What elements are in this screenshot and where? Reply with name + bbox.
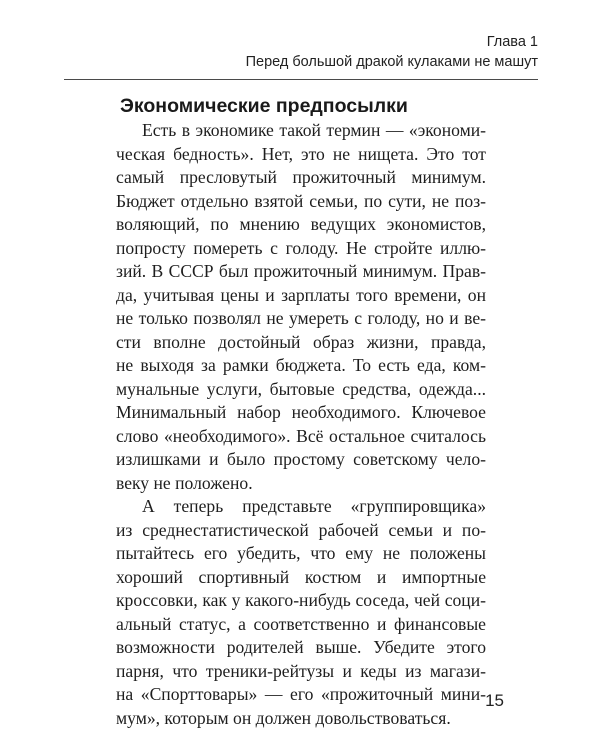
text-line: альный статус, а соответственно и финансовые (116, 613, 486, 634)
text-line: на «Спорттовары» — его «прожиточный мини- (116, 684, 486, 704)
text-line: Минимальный набор необходимого. Ключевое (116, 402, 486, 422)
text-line: самый пресловутый прожиточный минимум. (116, 167, 486, 187)
text-line: ческая бедность». Нет, это не нищета. Это тот (116, 143, 486, 164)
text-line: Бюджет отдельно взятой семьи, по сути, не поз- (116, 190, 486, 211)
text-line: мунальные услуги, бытовые средства, одежда... (116, 378, 486, 399)
text-line: зий. В СССР был прожиточный минимум. Прав- (116, 261, 486, 281)
section-heading: Экономические предпосылки (120, 95, 408, 117)
text-line: излишками и было простому советскому чело- (116, 449, 486, 469)
text-line: хороший спортивный костюм и импортные (116, 566, 486, 587)
text-line: веку не положено. (116, 472, 253, 493)
running-header (118, 32, 538, 72)
text-line: попросту помереть с голоду. Не стройте иллю- (116, 237, 486, 258)
body-text (116, 119, 486, 730)
text-line: не только позволял не умереть с голоду, но и ве- (116, 308, 486, 328)
text-line: возможности родителей выше. Убедите этого (116, 637, 486, 657)
text-line: не выходя за рамки бюджета. То есть еда, ком- (116, 355, 486, 375)
text-line: пытайтесь его убедить, что ему не положены (116, 543, 486, 563)
text-line: А теперь представьте «группировщика» (142, 496, 486, 516)
text-line: кроссовки, как у какого-нибудь соседа, чей соци- (116, 590, 486, 610)
text-line: Есть в экономике такой термин — «экономи- (142, 120, 486, 140)
text-line: сти вполне достойный образ жизни, правда, (116, 331, 486, 352)
text-line: воляющий, по мнению ведущих экономистов, (116, 214, 486, 234)
chapter-title: Перед большой дракой кулаками не машут (245, 54, 538, 70)
text-line: из среднестатистической рабочей семьи и по- (116, 519, 486, 540)
text-line: мум», которым он должен довольствоваться. (116, 707, 451, 728)
text-line: парня, что треники-рейтузы и кеды из магази- (116, 660, 486, 681)
paragraph (116, 495, 486, 730)
page-number: 15 (485, 691, 504, 710)
chapter-label: Глава 1 (486, 34, 538, 50)
text-line: да, учитывая цены и зарплаты того времени, он (116, 284, 486, 305)
header-divider (64, 79, 538, 80)
text-line: слово «необходимого». Всё остальное считалось (116, 425, 486, 446)
paragraph (116, 119, 486, 495)
